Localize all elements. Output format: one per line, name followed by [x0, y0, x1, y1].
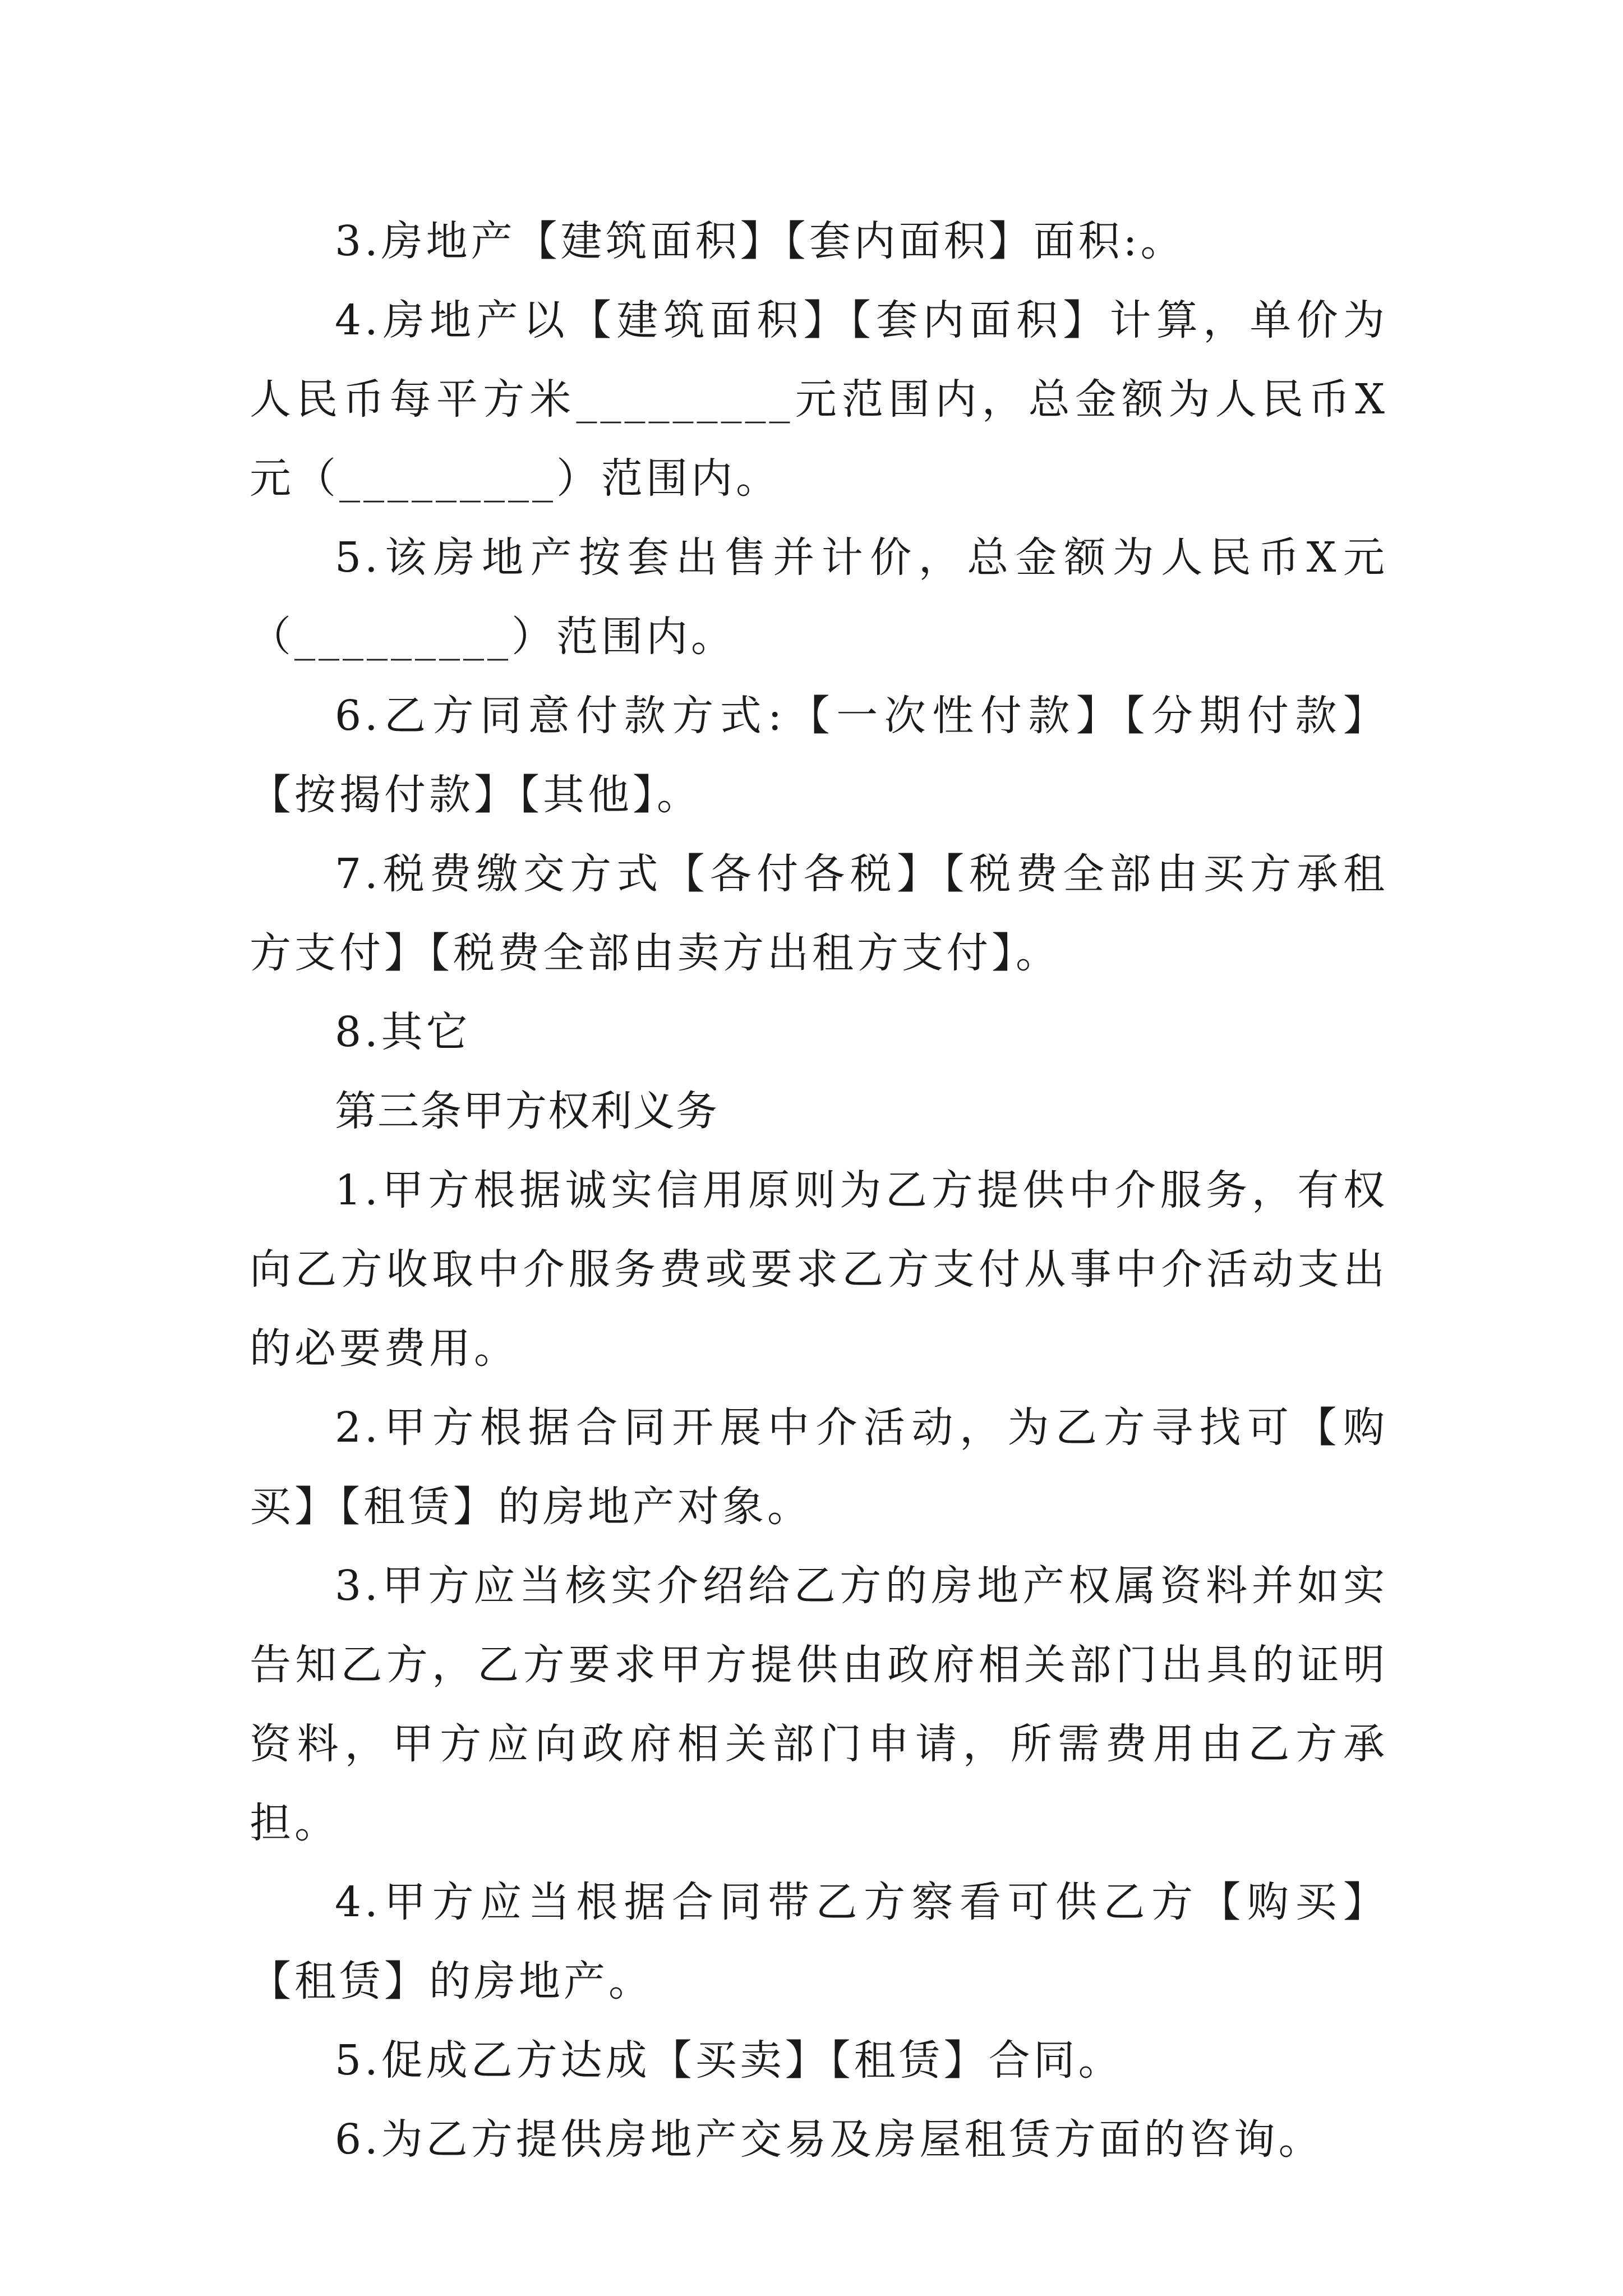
article-3-item-4: 4.甲方应当根据合同带乙方察看可供乙方【购买】【租赁】的房地产。: [250, 1878, 1388, 2005]
clause-4-unit-price: 4.房地产以【建筑面积】【套内面积】计算，单价为人民币每平方米_________元范围内，总金额为人民币X元（_________）范围内。: [250, 296, 1388, 503]
clause-3-area: 3.房地产【建筑面积】【套内面积】面积:。: [335, 217, 1186, 265]
clause-5-total-price: 5.该房地产按套出售并计价，总金额为人民币X元（_________）范围内。: [250, 533, 1388, 661]
article-3-heading: 第三条甲方权利义务: [335, 1087, 718, 1135]
document-page: [250, 202, 1388, 2179]
article-3-item-3: 3.甲方应当核实介绍给乙方的房地产权属资料并如实告知乙方，乙方要求甲方提供由政府相关部门出具的证明资料，甲方应向政府相关部门申请，所需费用由乙方承担。: [250, 1562, 1388, 1847]
article-3-item-5: 5.促成乙方达成【买卖】【租赁】合同。: [335, 2036, 1123, 2085]
article-3-item-6: 6.为乙方提供房地产交易及房屋租赁方面的咨询。: [335, 2115, 1324, 2164]
article-3-item-1: 1.甲方根据诚实信用原则为乙方提供中介服务，有权向乙方收取中介服务费或要求乙方支付从事中介活动支出的必要费用。: [250, 1166, 1388, 1373]
article-3-item-2: 2.甲方根据合同开展中介活动，为乙方寻找可【购买】【租赁】的房地产对象。: [250, 1404, 1388, 1531]
clause-8-other: 8.其它: [335, 1008, 471, 1056]
clause-6-payment-method: 6.乙方同意付款方式:【一次性付款】【分期付款】【按揭付款】【其他】。: [250, 692, 1388, 819]
clause-7-tax-payment: 7.税费缴交方式【各付各税】【税费全部由买方承租方支付】【税费全部由卖方出租方支付】。: [250, 850, 1388, 977]
